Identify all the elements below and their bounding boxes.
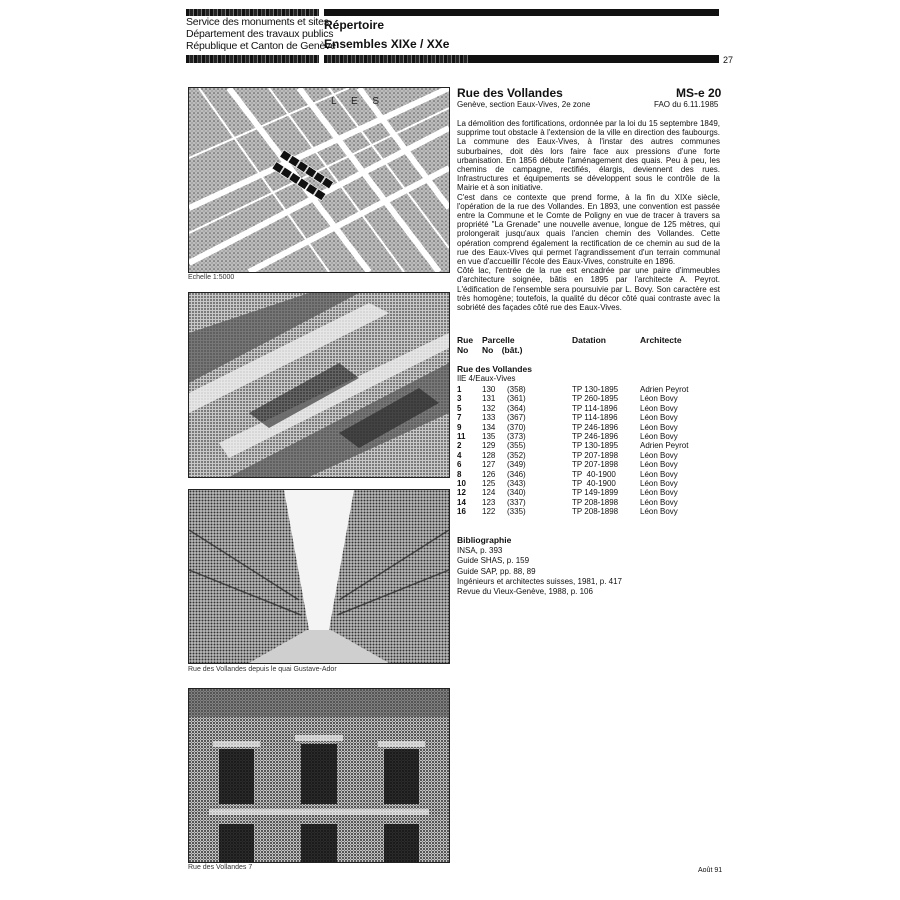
- row-datation: TP 40-1900: [572, 479, 616, 488]
- entry-title: Rue des Vollandes: [457, 86, 563, 100]
- row-bat: (343): [507, 479, 526, 488]
- header-band-bottom-left: [186, 55, 319, 63]
- header-band-top: [324, 9, 719, 16]
- row-rue: 16: [457, 507, 466, 517]
- row-bat: (352): [507, 450, 526, 460]
- entry-location: Genève, section Eaux-Vives, 2e zone: [457, 100, 591, 109]
- map-label: L E S: [331, 96, 386, 107]
- row-datation: TP 114-1896: [572, 413, 618, 423]
- table-row: [457, 479, 727, 488]
- row-rue: 2: [457, 441, 462, 451]
- header-org-line: Département des travaux publics: [186, 28, 334, 40]
- street-photo-caption: Rue des Vollandes depuis le quai Gustave-Ador: [188, 666, 337, 673]
- street-photo: [188, 489, 450, 664]
- col-header-rue: [457, 335, 473, 355]
- row-bat: (370): [507, 422, 526, 432]
- row-datation: TP 246-1896: [572, 422, 619, 432]
- row-bat: (358): [507, 385, 526, 394]
- col-header-parcelle: [482, 335, 523, 355]
- row-bat: (367): [507, 413, 526, 423]
- row-parcelle: 132: [482, 403, 496, 413]
- col-header-no2-label: No: [482, 345, 494, 355]
- paragraph: Côté lac, l'entrée de la rue est encadrée par une paire d'immeubles d'architecture soignée, bâtis en 1895 par l'architecte A. Peyrot. L'édification de l'ensemble sera poursuivie par L. Bovy. Son caractère est très homogène; toutefois, la qualité du décor côté quai contraste avec la sobriété des façades côté rue des Eaux-Vives.: [457, 266, 720, 313]
- paragraph: C'est dans ce contexte que prend forme, à la fin du XIXe siècle, l'opération de la rue des Vollandes. En 1893, une convention est passée entre la Commune et le Comte de Poligny en vue de tracer à travers sa propriété "La Grenade" une nouvelle avenue, longue de 125 mètres, qui prolongerait jusqu'aux quais l'ancien chemin des Vollandes. Cette opération comprend également la rectification de ce chemin au sud de la rue des Eaux-Vives qui permet l'agrandissement d'un terrain communal en vue d'accueillir l'école des Eaux-Vives, construite en 1896.: [457, 192, 720, 267]
- row-parcelle: 127: [482, 460, 496, 470]
- row-parcelle: 125: [482, 479, 496, 488]
- bibliography-item: Guide SAP, pp. 88, 89: [457, 566, 536, 576]
- row-bat: (364): [507, 403, 526, 413]
- col-header-bat-label: (bât.): [501, 345, 523, 355]
- table-section-title: Rue des Vollandes: [457, 364, 532, 374]
- bibliography-item: Ingénieurs et architectes suisses, 1981, p. 417: [457, 576, 622, 586]
- row-parcelle: 133: [482, 413, 496, 423]
- row-datation: TP 207-1898: [572, 450, 619, 460]
- row-architecte: Léon Bovy: [640, 422, 678, 432]
- col-header-parcelle-label: Parcelle: [482, 335, 515, 345]
- row-rue: 11: [457, 432, 466, 441]
- row-rue: 8: [457, 469, 462, 479]
- row-architecte: Léon Bovy: [640, 488, 678, 498]
- bibliography-title: Bibliographie: [457, 535, 512, 545]
- row-rue: 9: [457, 422, 462, 432]
- row-architecte: Léon Bovy: [640, 460, 678, 470]
- row-architecte: Léon Bovy: [640, 497, 678, 507]
- row-parcelle: 131: [482, 394, 496, 404]
- table-row: [457, 441, 727, 450]
- table-row: [457, 507, 727, 516]
- row-rue: 12: [457, 488, 466, 498]
- table-row: [457, 432, 727, 441]
- footer-date: Août 91: [698, 867, 723, 874]
- table-row: [457, 404, 727, 413]
- table-row: [457, 451, 727, 460]
- row-bat: (337): [507, 497, 526, 507]
- row-bat: (335): [507, 507, 526, 517]
- row-architecte: Adrien Peyrot: [640, 385, 689, 394]
- row-rue: 14: [457, 497, 466, 507]
- row-architecte: Léon Bovy: [640, 507, 678, 517]
- row-datation: TP 40-1900: [572, 469, 616, 479]
- row-datation: TP 260-1895: [572, 394, 619, 404]
- table-row: [457, 394, 727, 403]
- row-rue: 4: [457, 450, 462, 460]
- row-parcelle: 126: [482, 469, 496, 479]
- header-band-left-top: [186, 9, 319, 16]
- col-header-no-bat: [482, 345, 523, 355]
- facade-photo-caption: Rue des Vollandes 7: [188, 864, 253, 871]
- aerial-photo: [188, 292, 450, 478]
- table-row: [457, 460, 727, 469]
- row-rue: 6: [457, 460, 462, 470]
- col-header-rue-label: Rue: [457, 335, 474, 345]
- entry-code: MS-e 20: [676, 86, 722, 100]
- col-header-no-label: No: [457, 345, 469, 355]
- row-rue: 7: [457, 413, 462, 423]
- bibliography-item: Guide SHAS, p. 159: [457, 556, 530, 566]
- entry-fao: FAO du 6.11.1985: [654, 100, 719, 109]
- map-image: [189, 88, 449, 272]
- table-row: [457, 413, 727, 422]
- facade-photo: [188, 688, 450, 863]
- row-datation: TP 114-1896: [572, 403, 618, 413]
- paragraph: La démolition des fortifications, ordonnée par la loi du 15 septembre 1849, supprime tout obstacle à l'extension de la ville en direction des faubourgs. La commune des Eaux-Vives, à l'instar des autres communes suburbaines, doit dès lors faire face aux pressions d'une forte urbanisation. En 1856 débute l'aménagement des quais. Peu à peu, les chemins de campagne, rectifiés, élargis, deviennent des rues. Infrastructures et équipements se développent sous le contrôle de la Mairie et à son initiative.: [457, 119, 720, 193]
- col-header-datation: Datation: [572, 335, 606, 345]
- table-row: [457, 385, 727, 394]
- row-datation: TP 130-1895: [572, 385, 619, 394]
- row-bat: (340): [507, 488, 526, 498]
- street-image: [189, 490, 449, 663]
- row-parcelle: 129: [482, 441, 496, 451]
- row-parcelle: 135: [482, 432, 496, 441]
- header-repertoire: Répertoire: [324, 18, 385, 32]
- row-datation: TP 208-1898: [572, 507, 619, 517]
- row-datation: TP 207-1898: [572, 460, 619, 470]
- header-band-bottom-right: [470, 55, 719, 63]
- table-row: [457, 498, 727, 507]
- header-org-line: Service des monuments et sites: [186, 16, 329, 28]
- bibliography-item: INSA, p. 393: [457, 546, 503, 555]
- entry-description: [457, 119, 720, 312]
- table-section-sub: IlE 4/Eaux-Vives: [457, 374, 516, 383]
- row-bat: (373): [507, 432, 526, 441]
- row-architecte: Adrien Peyrot: [640, 441, 689, 451]
- table-row: [457, 488, 727, 497]
- aerial-image: [189, 293, 449, 477]
- bibliography-item: Revue du Vieux-Genève, 1988, p. 106: [457, 587, 593, 597]
- row-bat: (349): [507, 460, 526, 470]
- cadastral-map: [188, 87, 450, 273]
- page-number: 27: [723, 55, 734, 65]
- row-parcelle: 128: [482, 450, 496, 460]
- table-row: [457, 423, 727, 432]
- bibliography-list: [457, 546, 622, 597]
- row-architecte: Léon Bovy: [640, 432, 678, 441]
- row-bat: (346): [507, 469, 526, 479]
- table-row: [457, 470, 727, 479]
- row-parcelle: 122: [482, 507, 496, 517]
- row-parcelle: 123: [482, 497, 496, 507]
- row-datation: TP 149-1899: [572, 488, 619, 498]
- row-architecte: Léon Bovy: [640, 469, 678, 479]
- facade-image: [189, 689, 449, 862]
- map-caption: Echelle 1:5000: [188, 274, 235, 281]
- col-header-architecte: Architecte: [640, 335, 682, 345]
- row-datation: TP 246-1896: [572, 432, 619, 441]
- row-rue: 3: [457, 394, 462, 404]
- header-org-line: République et Canton de Genève: [186, 40, 336, 52]
- header-section: [324, 16, 449, 54]
- row-architecte: Léon Bovy: [640, 450, 678, 460]
- row-rue: 1: [457, 385, 462, 394]
- header-band-bottom-mid: [324, 55, 470, 63]
- row-parcelle: 130: [482, 385, 496, 394]
- row-parcelle: 124: [482, 488, 496, 498]
- header-organization: [186, 16, 336, 52]
- row-datation: TP 208-1898: [572, 497, 619, 507]
- row-architecte: Léon Bovy: [640, 394, 678, 404]
- row-architecte: Léon Bovy: [640, 479, 678, 488]
- row-bat: (361): [507, 394, 526, 404]
- row-architecte: Léon Bovy: [640, 413, 678, 423]
- header-ensembles: Ensembles XIXe / XXe: [324, 37, 450, 51]
- row-bat: (355): [507, 441, 526, 451]
- row-rue: 10: [457, 479, 466, 488]
- row-datation: TP 130-1895: [572, 441, 619, 451]
- row-parcelle: 134: [482, 422, 496, 432]
- row-rue: 5: [457, 403, 462, 413]
- row-architecte: Léon Bovy: [640, 403, 678, 413]
